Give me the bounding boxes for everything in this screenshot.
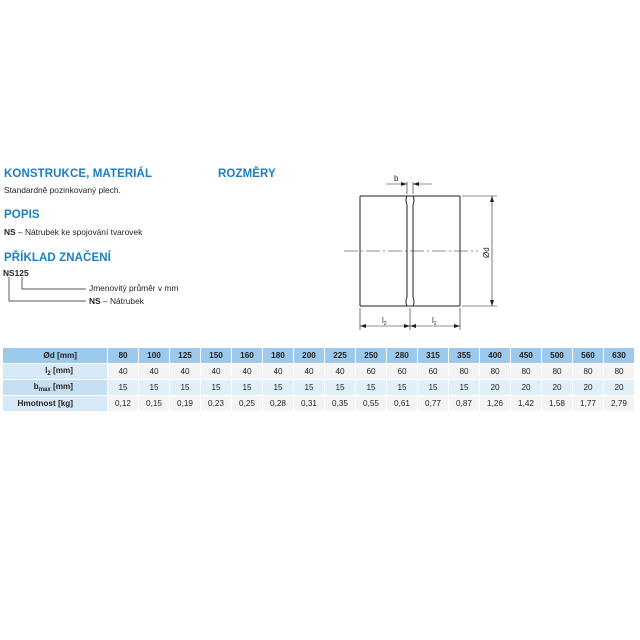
table-cell: 1,42 [511, 396, 542, 412]
table-cell: 100 [139, 348, 170, 364]
table-cell: 40 [170, 364, 201, 380]
table-cell: 40 [232, 364, 263, 380]
table-row-l2 [3, 364, 635, 380]
heading-construction: KONSTRUKCE, MATERIÁL [4, 168, 153, 180]
arrowhead-d-bottom [490, 300, 494, 306]
table-cell: 15 [263, 380, 294, 396]
table-cell: 60 [418, 364, 449, 380]
description-code: NS [4, 227, 16, 237]
table-cell: 630 [604, 348, 635, 364]
table-cell: 40 [325, 364, 356, 380]
table-cell: 0,25 [232, 396, 263, 412]
table-cell: 40 [139, 364, 170, 380]
table-cell: 0,77 [418, 396, 449, 412]
heading-designation-example: PŘÍKLAD ZNAČENÍ [4, 252, 111, 264]
table-cell: 15 [294, 380, 325, 396]
table-cell: 15 [170, 380, 201, 396]
leader-line-diameter [22, 277, 86, 289]
table-cell: 0,35 [325, 396, 356, 412]
table-cell: 20 [573, 380, 604, 396]
table-cell: 0,87 [449, 396, 480, 412]
table-cell: 280 [387, 348, 418, 364]
table-cell: 40 [294, 364, 325, 380]
table-cell: 0,23 [201, 396, 232, 412]
table-cell: 80 [511, 364, 542, 380]
arrowhead-l2-right [454, 324, 460, 328]
table-cell: 150 [201, 348, 232, 364]
table-cell: 225 [325, 348, 356, 364]
dim-l-right-label: $l_2$ [432, 316, 437, 327]
dim-l-left-label: $l_2$ [382, 316, 387, 327]
table-cell: 0,61 [387, 396, 418, 412]
construction-text: Standardně pozinkovaný plech. [4, 185, 121, 195]
table-cell: 0,15 [139, 396, 170, 412]
table-cell: 80 [108, 348, 139, 364]
table-cell: 20 [542, 380, 573, 396]
table-cell: 160 [232, 348, 263, 364]
designation-type-code: NS [89, 296, 101, 306]
row-header-bmax: $b_{max}$ [mm] [3, 380, 108, 396]
table-cell: 15 [201, 380, 232, 396]
table-cell: 15 [418, 380, 449, 396]
table-cell: 250 [356, 348, 387, 364]
table-cell: 80 [480, 364, 511, 380]
table-cell: 80 [542, 364, 573, 380]
table-cell: 560 [573, 348, 604, 364]
arrowhead-l2-left [410, 324, 416, 328]
designation-code: NS125 [3, 268, 29, 278]
heading-description: POPIS [4, 209, 40, 221]
table-cell: 400 [480, 348, 511, 364]
table-cell: 15 [232, 380, 263, 396]
dimensions-table [2, 347, 635, 412]
table-cell: 1,58 [542, 396, 573, 412]
table-cell: 125 [170, 348, 201, 364]
table-cell: 20 [480, 380, 511, 396]
arrowhead-l1-right [404, 324, 410, 328]
table-cell: 0,31 [294, 396, 325, 412]
table-cell: 20 [511, 380, 542, 396]
arrowhead-l1-left [360, 324, 366, 328]
table-cell: 15 [325, 380, 356, 396]
table-cell: 200 [294, 348, 325, 364]
table-cell: 80 [573, 364, 604, 380]
table-cell: 15 [387, 380, 418, 396]
table-cell: 500 [542, 348, 573, 364]
row-header-l2: $l_2$ [mm] [3, 364, 108, 380]
table-cell: 60 [387, 364, 418, 380]
table-row-bmax [3, 380, 635, 396]
row-header-diameter: Ød [mm] [3, 348, 108, 364]
designation-nominal-diameter: Jmenovitý průměr v mm [89, 283, 179, 293]
table-cell: 15 [108, 380, 139, 396]
arrowhead-b-left [401, 182, 407, 186]
arrowhead-d-top [490, 196, 494, 202]
table-cell: 180 [263, 348, 294, 364]
table-cell: 355 [449, 348, 480, 364]
designation-type-label: – Nátrubek [100, 296, 144, 306]
table-cell: 0,12 [108, 396, 139, 412]
table-cell: 80 [604, 364, 635, 380]
table-cell: 15 [356, 380, 387, 396]
table-cell: 1,26 [480, 396, 511, 412]
table-cell: 40 [263, 364, 294, 380]
dim-d-label: Ød [482, 247, 491, 258]
table-cell: 40 [108, 364, 139, 380]
heading-dimensions: ROZMĚRY [218, 168, 276, 180]
table-cell: 0,28 [263, 396, 294, 412]
table-cell: 0,55 [356, 396, 387, 412]
table-cell: 15 [139, 380, 170, 396]
table-cell: 1,77 [573, 396, 604, 412]
table-cell: 315 [418, 348, 449, 364]
table-cell: 40 [201, 364, 232, 380]
table-row-weight [3, 396, 635, 412]
table-cell: 450 [511, 348, 542, 364]
arrowhead-b-right [413, 182, 419, 186]
dim-b-label: b [394, 174, 399, 183]
table-cell: 2,79 [604, 396, 635, 412]
table-row-diameter [3, 348, 635, 364]
description-label: – Nátrubek ke spojování tvarovek [15, 227, 143, 237]
table-cell: 20 [604, 380, 635, 396]
table-cell: 80 [449, 364, 480, 380]
table-cell: 0,19 [170, 396, 201, 412]
table-cell: 15 [449, 380, 480, 396]
row-header-weight: Hmotnost [kg] [3, 396, 108, 412]
table-cell: 60 [356, 364, 387, 380]
